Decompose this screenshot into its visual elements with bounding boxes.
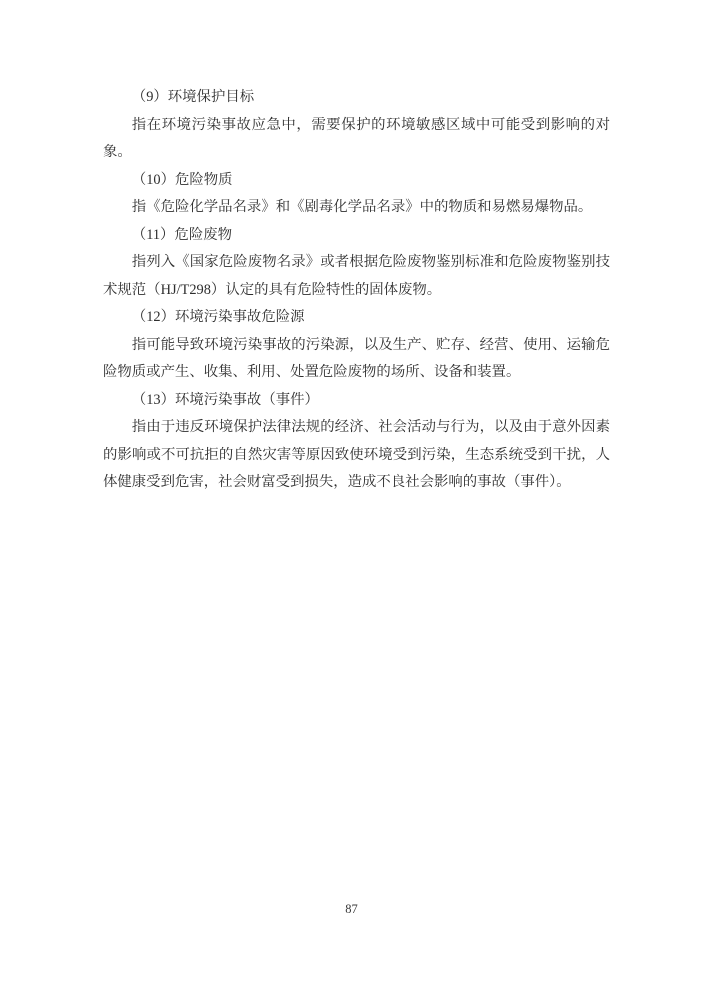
definition-body: 指《危险化学品名录》和《剧毒化学品名录》中的物质和易燃易爆物品。 [131, 199, 593, 215]
definition-heading: （13）环境污染事故（事件） [131, 391, 319, 408]
definition-body: 指在环境污染事故应急中，需要保护的环境敏感区域中可能受到影响的对象。 [103, 116, 610, 160]
definition-section [103, 387, 610, 497]
definition-body: 指由于违反环境保护法律法规的经济、社会活动与行为，以及由于意外因素的影响或不可抗拒的自然灾害等原因致使环境受到污染，生态系统受到干扰，人体健康受到危害，社会财富受到损失，造成不良社会影响的事故（事件）。 [103, 419, 610, 490]
definition-section [103, 222, 610, 305]
definition-heading: （11）危险废物 [131, 226, 232, 243]
definition-heading: （10）危险物质 [131, 171, 233, 188]
definition-heading: （9）环境保护目标 [131, 89, 255, 105]
definition-section [103, 84, 610, 167]
definition-section [103, 304, 610, 387]
definition-heading: （12）环境污染事故危险源 [131, 309, 305, 325]
definition-body: 指列入《国家危险废物名录》或者根据危险废物鉴别标准和危险废物鉴别技术规范（HJ/T298）认定的具有危险特性的固体废物。 [103, 254, 610, 298]
page-number: 87 [345, 902, 358, 916]
definition-body: 指可能导致环境污染事故的污染源，以及生产、贮存、经营、使用、运输危险物质或产生、收集、利用、处置危险废物的场所、设备和装置。 [103, 336, 610, 380]
document-content [103, 84, 610, 497]
definition-section [103, 167, 610, 222]
